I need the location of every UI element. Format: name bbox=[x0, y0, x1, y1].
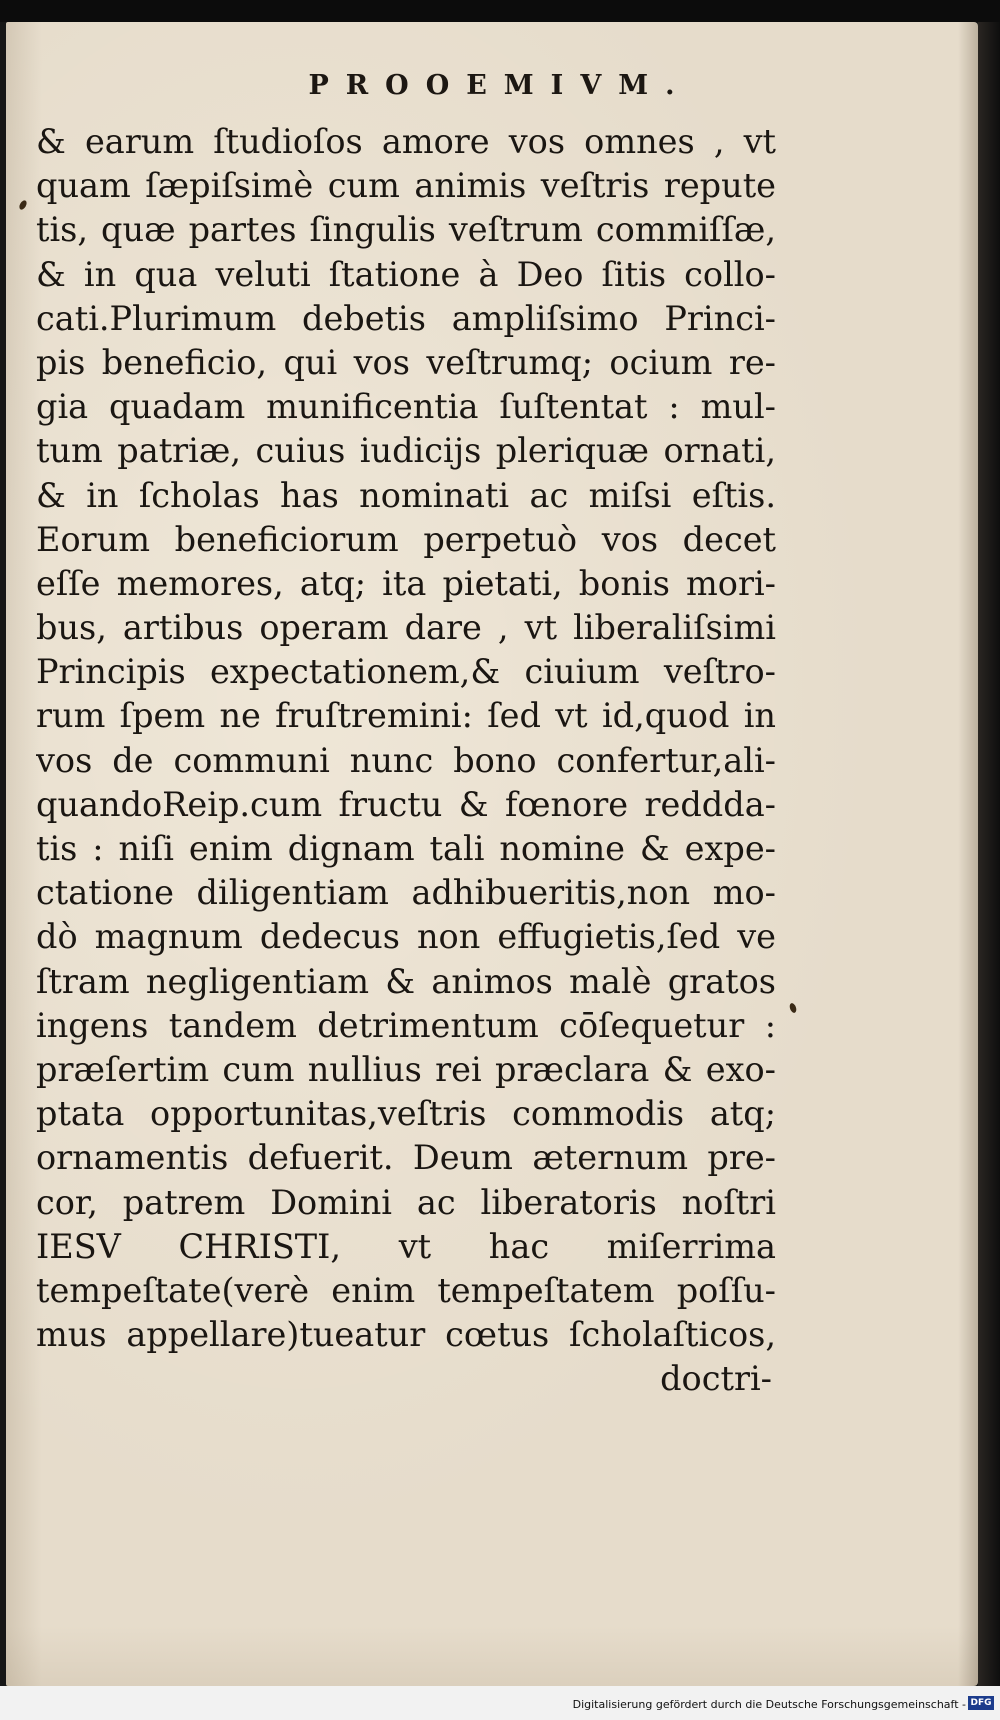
text-line: dò magnum dedecus non effugietis,ſed ve bbox=[36, 917, 776, 957]
text-line: gia quadam munificentia ſuſtentat : mul- bbox=[36, 387, 776, 427]
text-line: bus, artibus operam dare , vt liberaliſsimi bbox=[36, 608, 776, 648]
text-line: mus appellare)tueatur cœtus ſcholaſticos, bbox=[36, 1315, 776, 1355]
text-line: tempeſtate(verè enim tempeſtatem poſſu- bbox=[36, 1270, 776, 1310]
text-line: IESV CHRISTI, vt hac miſerrima bbox=[36, 1226, 776, 1266]
dfg-logo: DFG bbox=[968, 1696, 994, 1710]
catchword: doctri- bbox=[660, 1359, 772, 1399]
text-line: ptata opportunitas,veſtris commodis atq; bbox=[36, 1094, 776, 1134]
text-line: pis beneficio, qui vos veſtrumq; ocium re- bbox=[36, 342, 776, 382]
text-line: quandoReip.cum fructu & fœnore reddda- bbox=[36, 784, 776, 824]
text-line: tum patriæ, cuius iudicijs pleriquæ ornati, bbox=[36, 431, 776, 471]
scan-top-edge bbox=[0, 0, 1000, 22]
text-line: ſtram negligentiam & animos malè gratos bbox=[36, 961, 776, 1001]
text-line: ornamentis defuerit. Deum æternum pre- bbox=[36, 1138, 776, 1178]
text-line: tis : niſi enim dignam tali nomine & expe- bbox=[36, 829, 776, 868]
text-line: vos de communi nunc bono confertur,ali- bbox=[36, 740, 776, 780]
text-line: Eorum beneficiorum perpetuò vos decet bbox=[36, 519, 776, 559]
text-line: tis, quæ partes ſingulis veſtrum commiſſæ, bbox=[36, 210, 776, 250]
text-line: ingens tandem detrimentum cōſequetur : bbox=[36, 1005, 776, 1045]
text-line: quam ſæpiſsimè cum animis veſtris repute bbox=[36, 166, 776, 206]
text-line: cati.Plurimum debetis ampliſsimo Princi- bbox=[36, 298, 776, 338]
digitization-credit: Digitalisierung gefördert durch die Deutsche Forschungsgemeinschaft - bbox=[572, 1698, 966, 1711]
text-line: & in ſcholas has nominati ac miſsi eſtis. bbox=[36, 475, 776, 515]
text-line: ctatione diligentiam adhibueritis,non mo- bbox=[36, 873, 776, 913]
text-line: & in qua veluti ſtatione à Deo ſitis collo- bbox=[36, 254, 776, 294]
text-line: cor, patrem Domini ac liberatoris noſtri bbox=[36, 1182, 776, 1222]
page-edge-shadow bbox=[978, 22, 1000, 1686]
running-header: PROOEMIVM. bbox=[308, 70, 692, 101]
text-line: rum ſpem ne fruſtremini: ſed vt id,quod in bbox=[36, 696, 776, 736]
text-line: eſſe memores, atq; ita pietati, bonis mori- bbox=[36, 563, 776, 603]
page-text bbox=[36, 120, 776, 1401]
text-line: Principis expectationem,& ciuium veſtro- bbox=[36, 652, 776, 692]
text-line: præſertim cum nullius rei præclara & exo- bbox=[36, 1049, 776, 1089]
text-line: & earum ſtudioſos amore vos omnes , vt bbox=[36, 122, 776, 161]
